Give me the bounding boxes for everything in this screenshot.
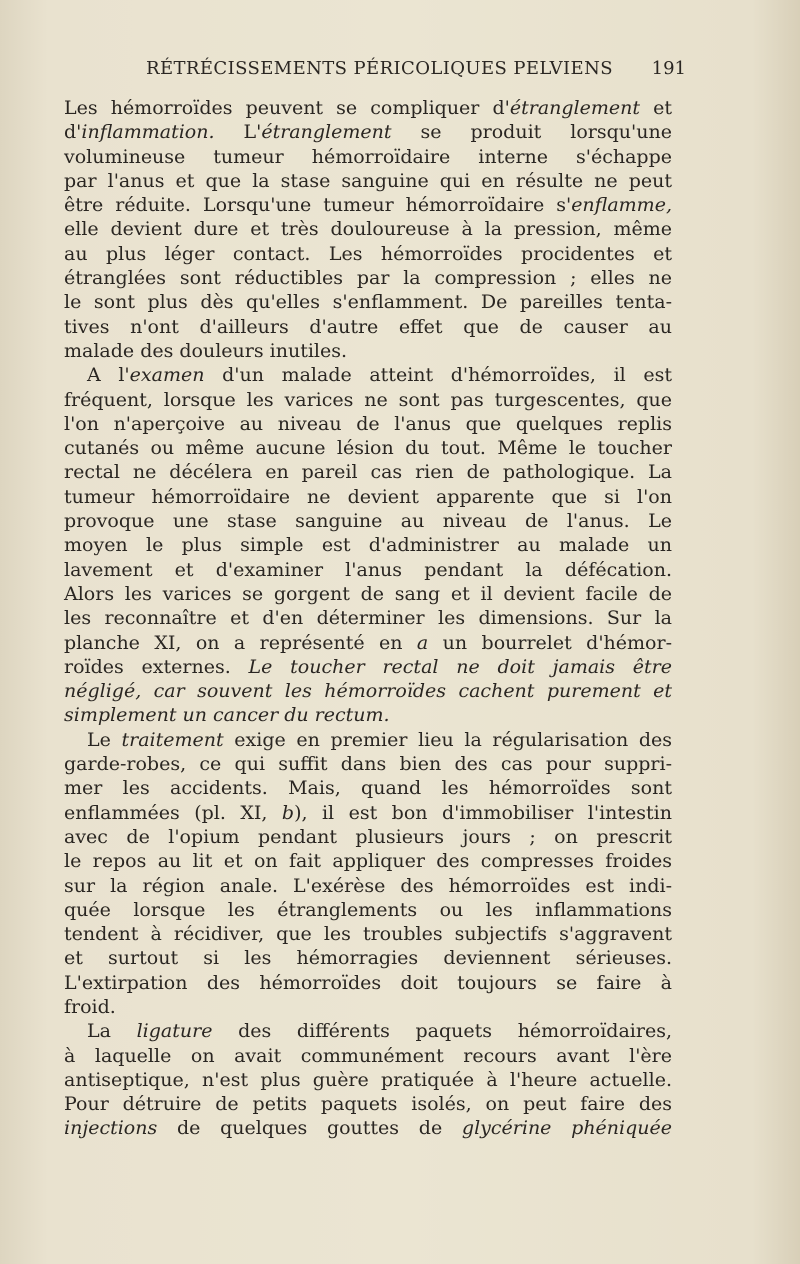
text-segment: volumineuse tumeur hémorroïdaire interne s'échappe <box>64 145 672 168</box>
text-segment: provoque une stase sanguine au niveau de l'anus. Le <box>64 510 672 533</box>
text-line <box>64 96 672 120</box>
text-line <box>64 946 672 970</box>
text-segment: lavement et d'examiner l'anus pendant la défécation. <box>64 558 672 581</box>
text-line <box>64 558 672 582</box>
text-line <box>64 679 672 703</box>
text-line <box>64 217 672 241</box>
text-segment: La <box>87 1020 137 1043</box>
text-segment: le sont plus dès qu'elles s'enflamment. De pareilles tenta- <box>64 291 672 314</box>
text-segment: quée lorsque les étranglements ou les inflammations <box>64 898 672 921</box>
text-segment: et <box>640 97 672 119</box>
text-line <box>64 801 672 825</box>
italic-text: traitement <box>121 728 224 751</box>
text-segment: L'extirpation des hémorroïdes doit toujours se faire à <box>64 971 672 994</box>
text-line <box>64 874 672 898</box>
text-segment: à laquelle on avait communément recours avant l'ère <box>64 1044 672 1067</box>
text-line <box>64 169 672 193</box>
text-line <box>64 922 672 946</box>
text-line <box>64 849 672 873</box>
text-line <box>64 1092 672 1116</box>
text-segment: sur la région anale. L'exérèse des hémorroïdes est indi- <box>64 874 672 897</box>
text-line <box>64 631 672 655</box>
text-segment: avec de l'opium pendant plusieurs jours ; on prescrit <box>64 825 672 848</box>
text-segment: de quelques gouttes de <box>157 1117 462 1140</box>
italic-text: étranglement <box>509 97 641 119</box>
text-line <box>64 339 672 363</box>
text-line <box>64 995 672 1019</box>
italic-text: ligature <box>136 1020 213 1043</box>
text-line <box>64 606 672 630</box>
text-segment: ), il est bon d'immobiliser l'intestin <box>294 801 673 824</box>
italic-text: négligé, car souvent les hémorroïdes cachent purement et <box>64 680 672 703</box>
text-line <box>64 388 672 412</box>
text-segment: Pour détruire de petits paquets isolés, on peut faire des <box>64 1093 672 1116</box>
text-line <box>64 509 672 533</box>
text-segment: d' <box>64 121 82 144</box>
text-line <box>64 1068 672 1092</box>
text-line <box>64 728 672 752</box>
text-segment: rectal ne décélera en pareil cas rien de pathologique. La <box>64 461 672 484</box>
italic-text: examen <box>129 364 205 387</box>
text-line <box>64 1019 672 1043</box>
text-segment: étranglées sont réductibles par la compression ; elles ne <box>64 267 672 290</box>
text-line <box>64 242 672 266</box>
italic-text: simplement un cancer du rectum. <box>64 704 390 727</box>
text-line <box>64 582 672 606</box>
page-number: 191 <box>651 58 686 79</box>
italic-text: enflamme, <box>571 194 672 217</box>
text-segment: et surtout si les hémorragies deviennent sérieuses. <box>64 947 672 970</box>
text-line <box>64 266 672 290</box>
text-segment: moyen le plus simple est d'administrer au malade un <box>64 534 672 557</box>
text-segment: tumeur hémorroïdaire ne devient apparente que si l'on <box>64 485 672 508</box>
italic-text: inflammation. <box>81 121 215 144</box>
text-segment: au plus léger contact. Les hémorroïdes procidentes et <box>64 242 672 265</box>
text-segment: les reconnaître et d'en déterminer les dimensions. Sur la <box>64 607 672 630</box>
text-line <box>64 752 672 776</box>
text-segment: tives n'ont d'ailleurs d'autre effet que de causer au <box>64 315 672 338</box>
text-line <box>64 485 672 509</box>
text-segment: elle devient dure et très douloureuse à la pression, même <box>64 218 672 241</box>
text-segment: se produit lorsqu'une <box>391 121 672 144</box>
running-header <box>118 56 686 86</box>
text-line <box>64 193 672 217</box>
text-line <box>64 145 672 169</box>
text-segment: Alors les varices se gorgent de sang et il devient facile de <box>64 582 672 605</box>
text-line <box>64 436 672 460</box>
text-line <box>64 120 672 144</box>
body-text <box>64 96 672 1141</box>
running-title: RÉTRÉCISSEMENTS PÉRICOLIQUES PELVIENS <box>146 58 613 79</box>
text-line <box>64 412 672 436</box>
text-line <box>64 898 672 922</box>
text-segment: froid. <box>64 995 116 1018</box>
text-segment: l'on n'aperçoive au niveau de l'anus que quelques replis <box>64 412 672 435</box>
text-segment: mer les accidents. Mais, quand les hémorroïdes sont <box>64 777 672 800</box>
text-segment: Le <box>87 728 122 751</box>
text-segment: enflammées (pl. XI, <box>64 801 282 824</box>
italic-text: injections <box>64 1117 158 1140</box>
text-line <box>64 825 672 849</box>
text-segment: des différents paquets hémorroïdaires, <box>212 1020 672 1043</box>
text-segment: fréquent, lorsque les varices ne sont pas turgescentes, que <box>64 388 672 411</box>
text-line <box>64 1116 672 1140</box>
text-segment: cutanés ou même aucune lésion du tout. Même le toucher <box>64 437 672 460</box>
text-segment: exige en premier lieu la régularisation des <box>223 728 672 751</box>
text-line <box>64 776 672 800</box>
italic-text: Le toucher rectal ne doit jamais être <box>248 655 672 678</box>
text-line <box>64 315 672 339</box>
text-segment: antiseptique, n'est plus guère pratiquée à l'heure actuelle. <box>64 1068 672 1091</box>
text-segment: roïdes externes. <box>64 655 249 678</box>
text-segment: un bourrelet d'hémor- <box>428 631 672 654</box>
text-segment: par l'anus et que la stase sanguine qui en résulte ne peut <box>64 169 672 192</box>
text-line <box>64 971 672 995</box>
text-line <box>64 290 672 314</box>
text-segment: le repos au lit et on fait appliquer des compresses froides <box>64 850 672 873</box>
text-line <box>64 655 672 679</box>
text-segment: malade des douleurs inutiles. <box>64 339 348 362</box>
italic-text: étranglement <box>261 121 392 144</box>
text-line <box>64 1044 672 1068</box>
text-segment: d'un malade atteint d'hémorroïdes, il est <box>204 364 673 387</box>
text-line <box>64 460 672 484</box>
text-line <box>64 363 672 387</box>
text-segment: tendent à récidiver, que les troubles subjectifs s'aggravent <box>64 923 672 946</box>
text-segment: L' <box>214 121 262 144</box>
text-line <box>64 703 672 727</box>
text-line <box>64 533 672 557</box>
italic-text: b <box>281 801 295 824</box>
italic-text: glycérine phéniquée <box>461 1117 672 1140</box>
text-segment: garde-robes, ce qui suffit dans bien des cas pour suppri- <box>64 753 672 776</box>
text-segment: Les hémorroïdes peuvent se compliquer d' <box>64 97 510 119</box>
text-segment: A l' <box>87 364 130 387</box>
text-segment: être réduite. Lorsqu'une tumeur hémorroïdaire s' <box>64 194 572 217</box>
text-segment: planche XI, on a représenté en <box>64 631 417 654</box>
italic-text: a <box>416 631 429 654</box>
